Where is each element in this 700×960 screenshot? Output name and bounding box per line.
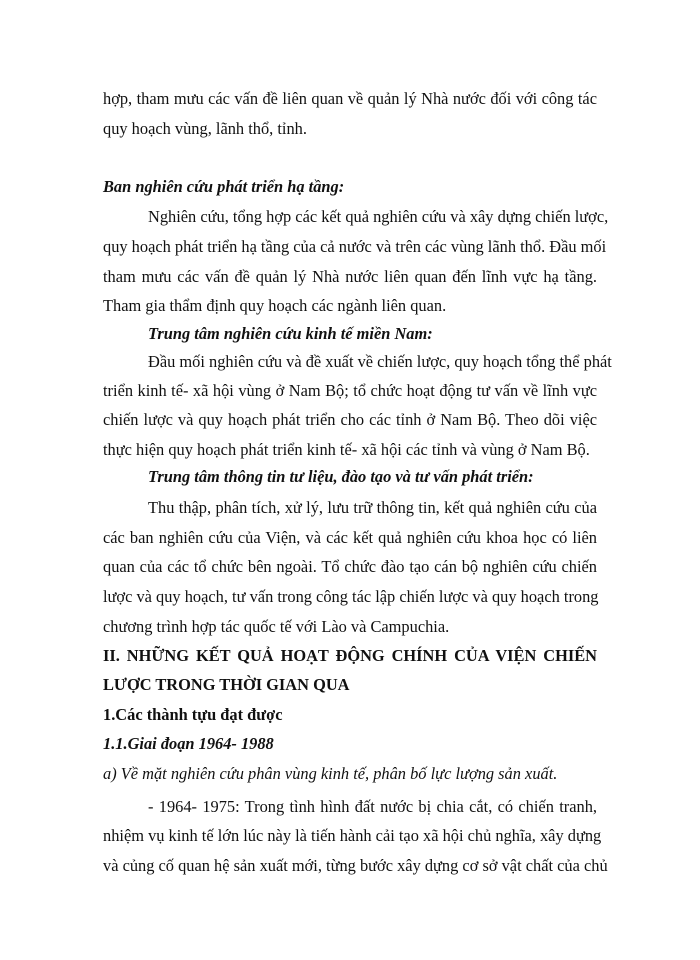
text-line: chương trình hợp tác quốc tế với Lào và Campuchia. [103,617,450,636]
section-heading: Ban nghiên cứu phát triển hạ tầng: [103,177,345,196]
text-line: quy hoạch vùng, lãnh thổ, tỉnh. [103,119,307,138]
text-line: Nghiên cứu, tổng hợp các kết quả nghiên cứu và xây dựng chiến lược, [148,207,609,226]
text-line: Tham gia thẩm định quy hoạch các ngành liên quan. [103,296,447,315]
text-line: Đầu mối nghiên cứu và đề xuất về chiến lược, quy hoạch tổng thể phát [148,352,612,371]
text-line: các ban nghiên cứu của Viện, và các kết quả nghiên cứu khoa học có liên [103,528,597,547]
subheading-italic: a) Về mặt nghiên cứu phân vùng kinh tế, phân bố lực lượng sản xuất. [103,764,558,783]
text-line: thực hiện quy hoạch phát triển kinh tế- xã hội các tỉnh và vùng ở Nam Bộ. [103,440,590,459]
text-line: quan của các tổ chức bên ngoài. Tổ chức đào tạo cán bộ nghiên cứu chiến [103,557,597,576]
text-line: chiến lược và quy hoạch phát triển cho các tỉnh ở Nam Bộ. Theo dõi việc [103,410,597,429]
text-line: lược và quy hoạch, tư vấn trong công tác lập chiến lược và quy hoạch trong [103,587,599,606]
section-heading: Trung tâm nghiên cứu kinh tế miền Nam: [148,324,433,343]
text-line: hợp, tham mưu các vấn đề liên quan về quản lý Nhà nước đối với công tác [103,89,597,108]
chapter-heading: II. NHỮNG KẾT QUẢ HOẠT ĐỘNG CHÍNH CỦA VIỆN CHIẾN [103,646,597,665]
text-line: quy hoạch phát triển hạ tầng của cả nước và trên các vùng lãnh thổ. Đầu mối [103,237,607,256]
section-heading: Trung tâm thông tin tư liệu, đào tạo và tư vấn phát triển: [148,467,534,486]
text-line: nhiệm vụ kinh tế lớn lúc này là tiến hành cải tạo xã hội chủ nghĩa, xây dựng [103,826,602,845]
subsection-heading: 1.Các thành tựu đạt được [103,705,283,724]
chapter-heading: LƯỢC TRONG THỜI GIAN QUA [103,675,350,694]
text-line: tham mưu các vấn đề quản lý Nhà nước liên quan đến lĩnh vực hạ tầng. [103,267,597,286]
subsection-heading: 1.1.Giai đoạn 1964- 1988 [103,734,274,753]
text-line: - 1964- 1975: Trong tình hình đất nước bị chia cắt, có chiến tranh, [148,797,597,816]
text-line: Thu thập, phân tích, xử lý, lưu trữ thông tin, kết quả nghiên cứu của [148,498,597,517]
text-line: triển kinh tế- xã hội vùng ở Nam Bộ; tổ chức hoạt động tư vấn về lĩnh vực [103,381,597,400]
text-line: và củng cố quan hệ sản xuất mới, từng bước xây dựng cơ sở vật chất của chủ [103,856,608,875]
